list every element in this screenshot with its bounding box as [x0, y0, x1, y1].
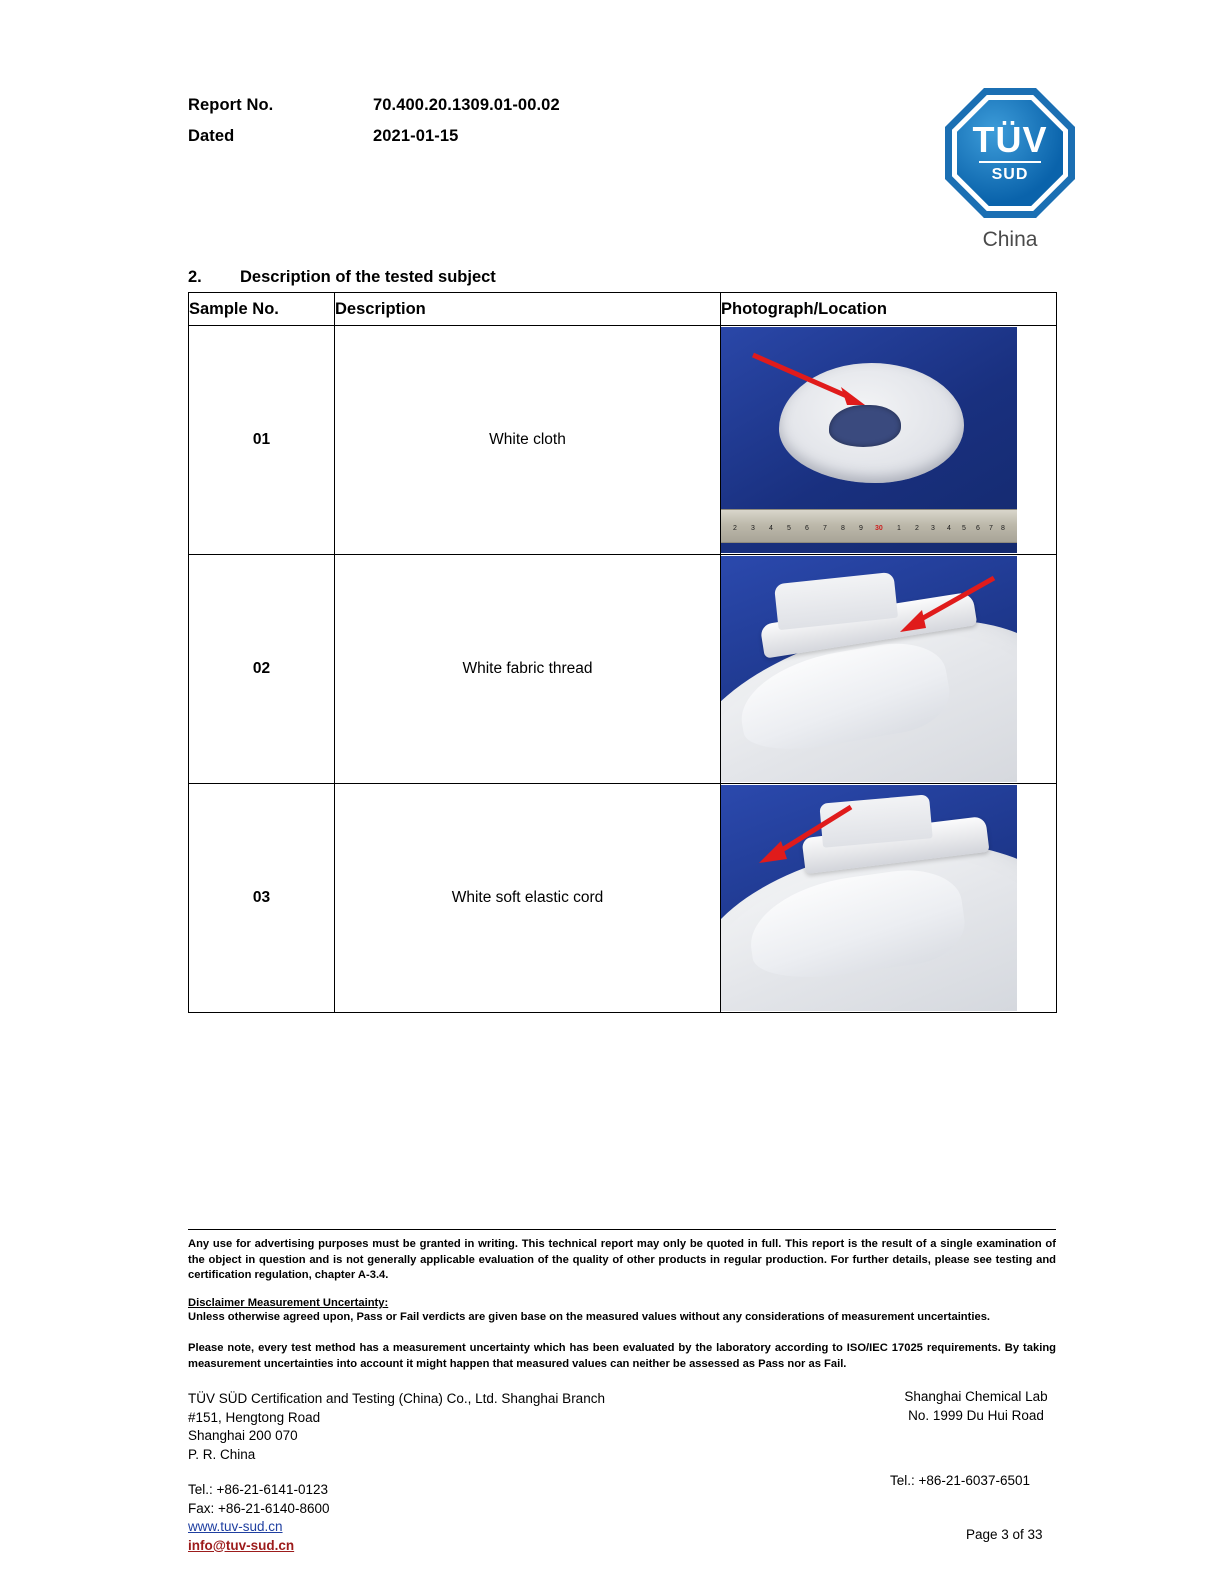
- annotation-arrow-icon: [753, 803, 863, 867]
- logo-caption: China: [982, 228, 1038, 251]
- logo-sud-text: SUD: [991, 165, 1029, 183]
- row-photo-cell: [721, 555, 1057, 784]
- row-sample-no: 03: [189, 784, 335, 1013]
- photo-white-fabric-thread: [721, 556, 1017, 782]
- footer-disclaimer-text-2: Please note, every test method has a measurement uncertainty which has been evaluated by the laboratory according to ISO/IEC 17025 requirements. By taking measurement uncertainties into account it might happen that measured values can neither be assessed as Pass nor as Fail.: [188, 1342, 1056, 1370]
- report-no-row: [188, 96, 828, 115]
- row-description: White cloth: [335, 326, 721, 555]
- company-city: Shanghai 200 070: [188, 1428, 298, 1443]
- row-photo-cell: [721, 784, 1057, 1013]
- company-website-link[interactable]: www.tuv-sud.cn: [188, 1519, 283, 1534]
- company-fax: Fax: +86-21-6140-8600: [188, 1500, 330, 1516]
- row-description: White fabric thread: [335, 555, 721, 784]
- dated-label: Dated: [188, 127, 235, 145]
- section-number: 2.: [188, 268, 202, 286]
- section-title-text: Description of the tested subject: [240, 268, 496, 286]
- table-header-row: [189, 293, 1057, 326]
- footer-divider: [188, 1229, 1056, 1230]
- company-tel: Tel.: +86-21-6141-0123: [188, 1482, 328, 1497]
- footer-contact-block: [188, 1481, 329, 1555]
- annotation-arrow-icon: [894, 574, 999, 636]
- annotation-arrow-icon: [749, 349, 874, 409]
- row-sample-no: 02: [189, 555, 335, 784]
- logo-tuv-text: TÜV: [972, 118, 1048, 160]
- header-sample-no: Sample No.: [189, 293, 335, 326]
- footer-lab-block: [886, 1388, 1066, 1425]
- dated-value: 2021-01-15: [373, 127, 459, 145]
- company-country: P. R. China: [188, 1446, 256, 1462]
- section-heading: [188, 268, 496, 287]
- company-email-link[interactable]: info@tuv-sud.cn: [188, 1537, 295, 1553]
- dated-row: [188, 127, 828, 146]
- ruler-ticks: 2 3 4 5 6 7 8 9 30 1 2 3 4 5 6 7 8: [733, 525, 1005, 532]
- table-row: [189, 784, 1057, 1013]
- lab-tel: Tel.: +86-21-6037-6501: [890, 1473, 1030, 1488]
- footer-disclaimer-title: Disclaimer Measurement Uncertainty:: [188, 1297, 389, 1309]
- row-sample-no: 01: [189, 326, 335, 555]
- footer-disclaimer-text-1: Unless otherwise agreed upon, Pass or Fail verdicts are given base on the measured values without any considerations of measurement uncertainties.: [188, 1311, 991, 1323]
- company-street: #151, Hengtong Road: [188, 1409, 321, 1425]
- tuv-sud-logo: [930, 88, 1090, 273]
- row-photo-cell: [721, 326, 1057, 555]
- tested-subject-table: [188, 292, 1057, 1013]
- logo-divider: [979, 161, 1041, 163]
- cap-opening-shape: [829, 405, 901, 447]
- report-no-label: Report No.: [188, 96, 274, 114]
- photo-white-cloth: [721, 327, 1017, 553]
- page-number: Page 3 of 33: [966, 1527, 1043, 1542]
- header-photograph-location: Photograph/Location: [721, 293, 1057, 326]
- octagon-text-group: [945, 88, 1075, 218]
- tuv-sud-octagon-icon: [945, 88, 1075, 218]
- footer-company-address: [188, 1390, 605, 1464]
- lab-name: Shanghai Chemical Lab: [904, 1389, 1048, 1404]
- company-name: TÜV SÜD Certification and Testing (China) Co., Ltd. Shanghai Branch: [188, 1391, 605, 1406]
- table-row: [189, 326, 1057, 555]
- lab-address: No. 1999 Du Hui Road: [908, 1407, 1044, 1423]
- report-no-value: 70.400.20.1309.01-00.02: [373, 96, 560, 114]
- report-header: [188, 96, 828, 158]
- row-description: White soft elastic cord: [335, 784, 721, 1013]
- photo-white-soft-elastic-cord: [721, 785, 1017, 1011]
- table-row: [189, 555, 1057, 784]
- header-description: Description: [335, 293, 721, 326]
- footer-usage-note: Any use for advertising purposes must be granted in writing. This technical report may only be quoted in full. This report is the result of a single examination of the object in question and is not generally applicable evaluation of the quality of other products in regular production. For further details, please see testing and certification regulation, chapter A-3.4.: [188, 1238, 1056, 1281]
